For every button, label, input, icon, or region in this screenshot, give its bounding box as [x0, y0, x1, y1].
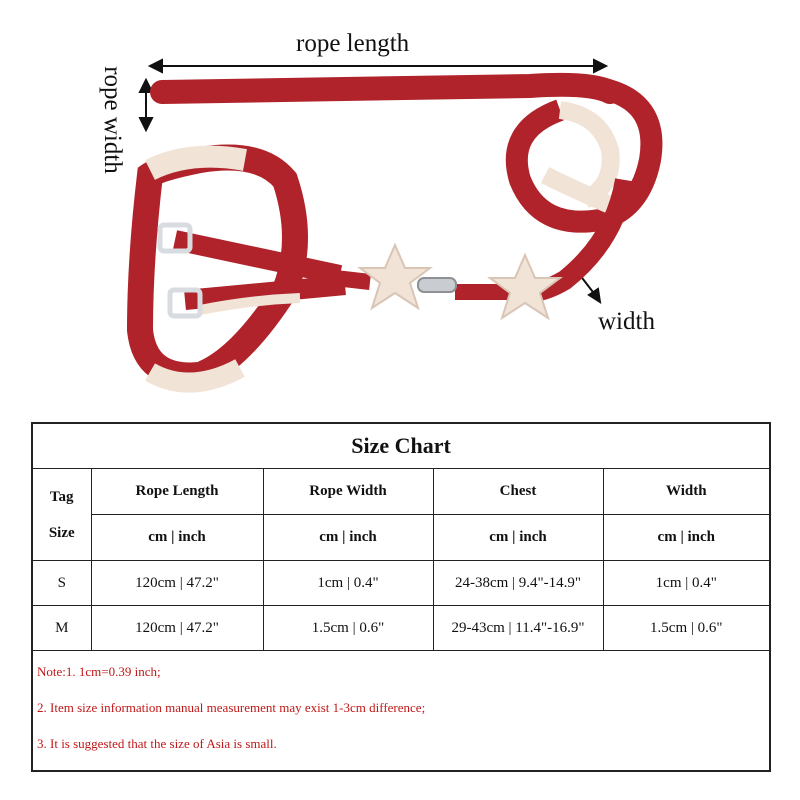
rope-width-cell: 1cm | 0.4"	[263, 561, 433, 606]
rope-width-arrow	[140, 80, 152, 130]
width-label: width	[598, 308, 655, 335]
tag-size-header	[33, 469, 91, 561]
rope-length-cell: 120cm | 47.2"	[91, 561, 263, 606]
rope-length-arrow	[150, 60, 606, 72]
table-row	[33, 606, 769, 651]
rope-width-label: rope width	[99, 66, 126, 174]
column-header-rope-length: Rope Length	[91, 469, 263, 515]
column-header-chest: Chest	[433, 469, 603, 515]
table-row	[33, 561, 769, 606]
note-3: 3. It is suggested that the size of Asia is small.	[37, 736, 277, 751]
rope-length-cell: 120cm | 47.2"	[91, 606, 263, 651]
column-header-width: Width	[603, 469, 769, 515]
tag-header-line1: Tag	[49, 488, 74, 505]
column-header-rope-width: Rope Width	[263, 469, 433, 515]
note-2: 2. Item size information manual measurement may exist 1-3cm difference;	[37, 700, 426, 715]
size-chart	[31, 422, 771, 772]
size-cell: M	[33, 606, 91, 651]
unit-header: cm | inch	[91, 515, 263, 561]
tag-header-line2: Size	[48, 524, 75, 541]
note-1: Note:1. 1cm=0.39 inch;	[37, 664, 161, 679]
size-chart-table	[33, 424, 769, 651]
chest-cell: 29-43cm | 11.4"-16.9"	[433, 606, 603, 651]
star-clip-left	[360, 245, 430, 308]
chest-cell: 24-38cm | 9.4"-14.9"	[433, 561, 603, 606]
rope-width-cell: 1.5cm | 0.6"	[263, 606, 433, 651]
size-cell: S	[33, 561, 91, 606]
rope-length-label: rope length	[296, 30, 410, 57]
width-cell: 1.5cm | 0.6"	[603, 606, 769, 651]
width-cell: 1cm | 0.4"	[603, 561, 769, 606]
star-clip-right	[490, 255, 560, 318]
unit-header: cm | inch	[603, 515, 769, 561]
unit-header: cm | inch	[433, 515, 603, 561]
unit-header: cm | inch	[263, 515, 433, 561]
size-chart-title: Size Chart	[33, 424, 769, 469]
